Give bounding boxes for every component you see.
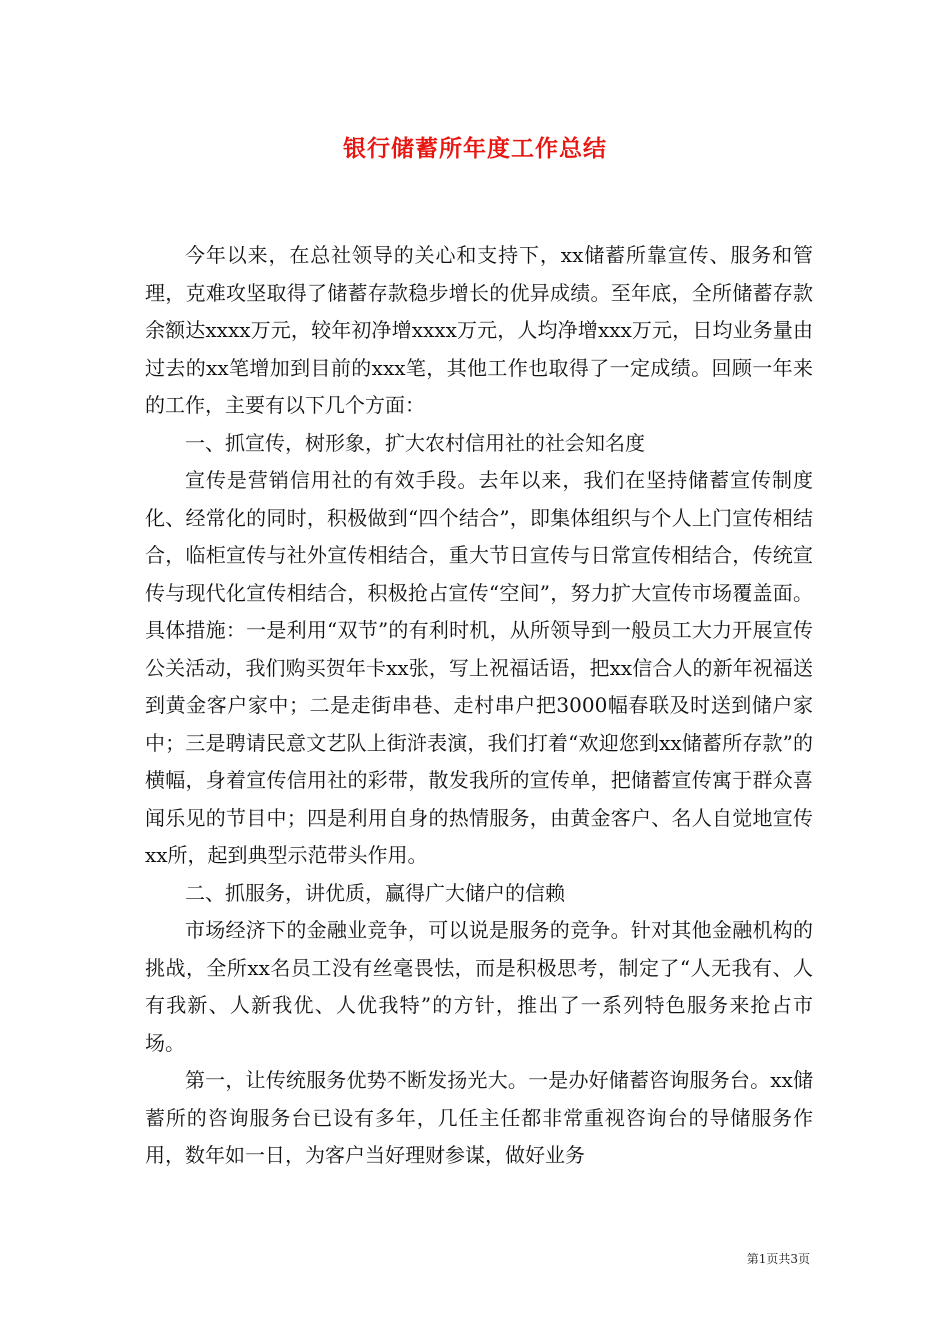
page-number: 第1页共3页 xyxy=(746,1252,810,1266)
paragraph-traditional-service: 第一，让传统服务优势不断发扬光大。一是办好储蓄咨询服务台。xx储蓄所的咨询服务台已设有多年，几任主任都非常重视咨询台的导储服务作用，数年如一日，为客户当好理财参谋，做好业务 xyxy=(145,1068,813,1167)
paragraph-intro: 今年以来，在总社领导的关心和支持下，xx储蓄所靠宣传、服务和管理，克难攻坚取得了储蓄存款稳步增长的优异成绩。至年底，全所储蓄存款余额达xxxx万元，较年初净增xxxx万元，人均净增xxx万元，日均业务量由过去的xx笔增加到目前的xxx笔，其他工作也取得了一定成绩。回顾一年来的工作，主要有以下几个方面： xyxy=(145,243,813,417)
paragraph-publicity: 宣传是营销信用社的有效手段。去年以来，我们在坚持储蓄宣传制度化、经常化的同时，积极做到“四个结合”，即集体组织与个人上门宣传相结合，临柜宣传与社外宣传相结合，重大节日宣传与日常宣传相结合，传统宣传与现代化宣传相结合，积极抢占宣传“空间”，努力扩大宣传市场覆盖面。具体措施：一是利用“双节”的有利时机，从所领导到一般员工大力开展宣传公关活动，我们购买贺年卡xx张，写上祝福话语，把xx信合人的新年祝福送到黄金客户家中；二是走街串巷、走村串户把3000幅春联及时送到储户家中；三是聘请民意文艺队上街浒表演，我们打着“欢迎您到xx储蓄所存款”的横幅，身着宣传信用社的彩带，散发我所的宣传单，把储蓄宣传寓于群众喜闻乐见的节目中；四是利用自身的热情服务，由黄金客户、名人自觉地宣传xx所，起到典型示范带头作用。 xyxy=(145,468,813,867)
section-heading-2: 二、抓服务，讲优质，赢得广大储户的信赖 xyxy=(185,880,565,905)
page-title: 银行储蓄所年度工作总结 xyxy=(343,136,607,162)
section-heading-1: 一、抓宣传，树形象，扩大农村信用社的社会知名度 xyxy=(185,430,645,455)
paragraph-service: 市场经济下的金融业竞争，可以说是服务的竞争。针对其他金融机构的挑战，全所xx名员工没有丝毫畏怯，而是积极思考，制定了“人无我有、人有我新、人新我优、人优我特”的方针，推出了一系列特色服务来抢占市场。 xyxy=(145,918,813,1055)
document-body xyxy=(145,237,813,1175)
